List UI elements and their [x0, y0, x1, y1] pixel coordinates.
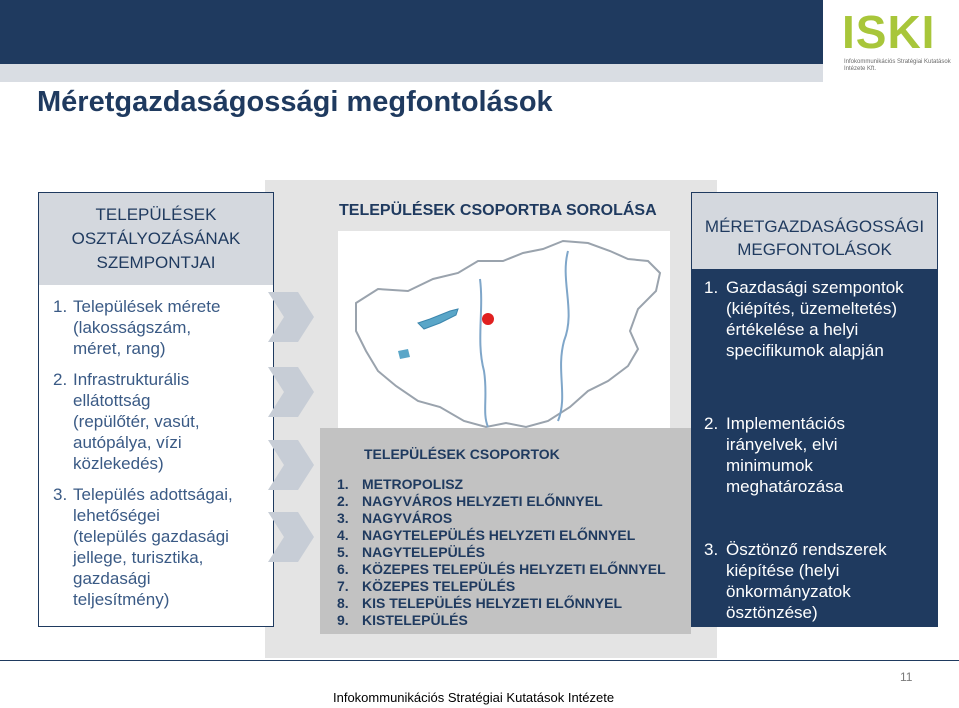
- hungary-map: [338, 231, 670, 431]
- right-heading-line: MEGFONTOLÁSOK: [737, 240, 892, 259]
- item-label: NAGYVÁROS HELYZETI ELŐNNYEL: [362, 493, 603, 509]
- item-number: 2.: [704, 414, 719, 433]
- item-line: Települések mérete: [73, 297, 221, 316]
- item-line: értékelése a helyi: [726, 320, 859, 339]
- item-number: 3.: [53, 485, 68, 504]
- left-heading-line: OSZTÁLYOZÁSÁNAK: [71, 229, 241, 248]
- header-substrip: [0, 64, 823, 82]
- item-number: 6.: [337, 561, 349, 577]
- item-line: méret, rang): [73, 339, 166, 358]
- item-label: KÖZEPES TELEPÜLÉS: [362, 578, 516, 594]
- list-item: [337, 527, 666, 544]
- list-item: [53, 369, 268, 474]
- settlement-groups-box: [320, 428, 691, 634]
- iski-logo: [836, 3, 956, 77]
- item-number: 2.: [53, 370, 68, 389]
- groups-list: [337, 476, 666, 629]
- item-line: önkormányzatok: [726, 582, 851, 601]
- item-line: autópálya, vízi: [73, 433, 182, 452]
- classification-criteria-panel: [38, 192, 274, 627]
- economies-of-scale-panel: [691, 192, 938, 627]
- left-items: [53, 296, 268, 620]
- item-number: 1.: [704, 278, 719, 297]
- item-number: 1.: [53, 297, 68, 316]
- item-line: (település gazdasági: [73, 527, 229, 546]
- list-item: [53, 296, 268, 359]
- list-item: [337, 510, 666, 527]
- item-line: gazdasági: [73, 569, 151, 588]
- logo-text: ISKI: [842, 6, 936, 58]
- arrow-right-icon: [268, 440, 314, 490]
- item-number: 3.: [704, 540, 719, 559]
- item-line: (lakosságszám,: [73, 318, 192, 337]
- left-heading: [39, 193, 273, 285]
- right-heading: [692, 193, 937, 269]
- item-number: 5.: [337, 544, 349, 560]
- item-label: KÖZEPES TELEPÜLÉS HELYZETI ELŐNNYEL: [362, 561, 666, 577]
- list-item: [53, 484, 268, 610]
- grouping-title: TELEPÜLÉSEK CSOPORTBA SOROLÁSA: [339, 202, 657, 219]
- list-item: [337, 595, 666, 612]
- item-line: Implementációs: [726, 414, 846, 433]
- list-item: [337, 544, 666, 561]
- item-number: 3.: [337, 510, 349, 526]
- arrow-right-icon: [268, 292, 314, 342]
- groups-title: TELEPÜLÉSEK CSOPORTOK: [364, 446, 560, 462]
- item-label: NAGYVÁROS: [362, 510, 453, 526]
- item-line: ösztönzése): [726, 603, 818, 622]
- item-number: 7.: [337, 578, 349, 594]
- item-line: irányelvek, elvi: [726, 435, 838, 454]
- item-label: NAGYTELEPÜLÉS: [362, 544, 485, 560]
- list-item: [704, 277, 934, 361]
- item-label: KISTELEPÜLÉS: [362, 612, 468, 628]
- item-line: ellátottság: [73, 391, 151, 410]
- list-item: [337, 493, 666, 510]
- item-line: Gazdasági szempontok: [726, 278, 904, 297]
- item-number: 4.: [337, 527, 349, 543]
- item-line: közlekedés): [73, 454, 164, 473]
- list-item: [704, 413, 934, 497]
- footer-text: Infokommunikációs Stratégiai Kutatások Intézete: [333, 690, 615, 705]
- item-line: Ösztönző rendszerek: [726, 540, 887, 559]
- list-item: [337, 578, 666, 595]
- arrow-right-icon: [268, 512, 314, 562]
- page-title: Méretgazdaságossági megfontolások: [37, 86, 553, 118]
- item-line: jellege, turisztika,: [73, 548, 204, 567]
- item-line: minimumok: [726, 456, 813, 475]
- budapest-marker-icon: [482, 313, 494, 325]
- footer-divider: [0, 660, 959, 661]
- page-number: 11: [900, 670, 913, 684]
- left-heading-line: SZEMPONTJAI: [96, 253, 216, 272]
- list-item: [337, 561, 666, 578]
- item-line: teljesítmény): [73, 590, 170, 609]
- item-number: 2.: [337, 493, 349, 509]
- item-line: Infrastrukturális: [73, 370, 190, 389]
- item-line: lehetőségei: [73, 506, 160, 525]
- map-illustration: [338, 231, 670, 431]
- item-number: 8.: [337, 595, 349, 611]
- arrow-right-icon: [268, 367, 314, 417]
- header-band: [0, 0, 959, 82]
- list-item: [337, 476, 666, 493]
- list-item: [704, 539, 934, 623]
- left-heading-line: TELEPÜLÉSEK: [95, 205, 217, 224]
- item-label: NAGYTELEPÜLÉS HELYZETI ELŐNNYEL: [362, 527, 636, 543]
- list-item: [337, 612, 666, 629]
- item-number: 1.: [337, 476, 349, 492]
- right-heading-line: MÉRETGAZDASÁGOSSÁGI: [704, 217, 925, 236]
- logo-subtitle: Infokommunikációs Stratégiai Kutatások Intézete Kft.: [844, 59, 951, 72]
- item-line: specifikumok alapján: [726, 341, 884, 360]
- item-line: (repülőtér, vasút,: [73, 412, 200, 431]
- header-strip: [0, 0, 823, 64]
- item-line: Település adottságai,: [73, 485, 233, 504]
- item-label: METROPOLISZ: [362, 476, 464, 492]
- item-number: 9.: [337, 612, 349, 628]
- item-line: kiépítése (helyi: [726, 561, 840, 580]
- item-line: meghatározása: [726, 477, 844, 496]
- right-items: [704, 277, 934, 623]
- item-line: (kiépítés, üzemeltetés): [726, 299, 898, 318]
- item-label: KIS TELEPÜLÉS HELYZETI ELŐNNYEL: [362, 595, 623, 611]
